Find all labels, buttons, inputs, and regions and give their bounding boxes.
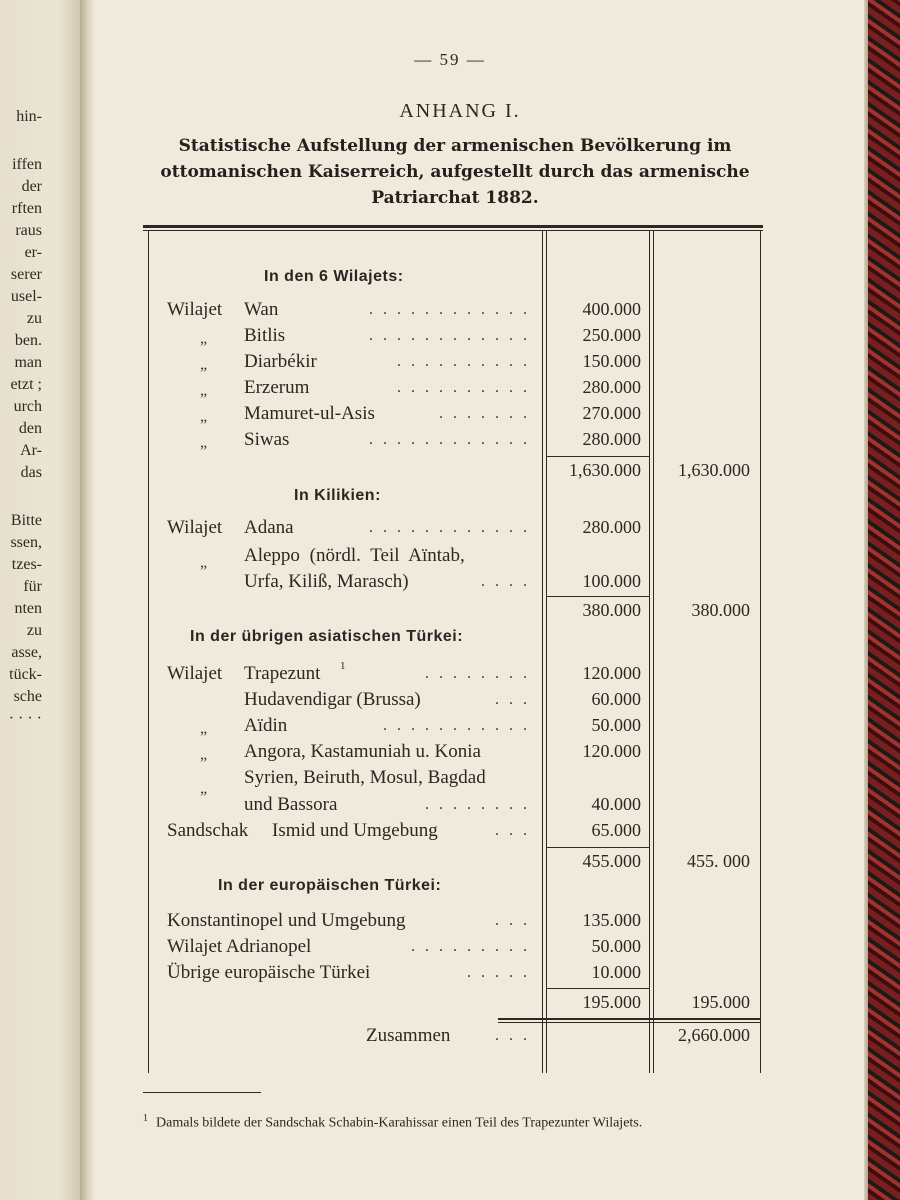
left-text-fragment: sche (13, 688, 42, 705)
left-text-fragment: zu (26, 310, 42, 327)
left-text-fragment: ssen, (10, 534, 42, 551)
row-label: Erzerum (244, 377, 310, 398)
leader-dots: . . . (495, 912, 530, 929)
table-left-border (148, 231, 149, 1073)
row-value: 270.000 (582, 403, 641, 423)
leader-dots: . . . (495, 1027, 530, 1044)
leader-dots: . . . . . . . . . . (397, 379, 530, 396)
row-label: Wilajet Adrianopel (167, 936, 312, 957)
section-title: In Kilikien: (294, 487, 381, 504)
left-text-fragment: urch (13, 398, 42, 415)
row-label: Übrige europäische Türkei (167, 962, 371, 983)
left-text-fragment: raus (15, 222, 42, 239)
left-text-fragment: tück- (9, 666, 42, 683)
page-number: — 59 — (414, 50, 486, 69)
table-top-rule (143, 225, 763, 228)
left-text-fragment: etzt ; (10, 376, 42, 393)
left-text-fragment: ben. (14, 332, 42, 349)
subtotal-rule (546, 988, 650, 989)
leader-dots: . . . . . . . . . . . . (369, 301, 530, 318)
left-text-fragment: rften (11, 200, 42, 217)
leader-dots: . . . . . . . . . . . (383, 717, 530, 734)
left-text-fragment: der (21, 178, 42, 195)
ditto-mark: „ (200, 434, 208, 451)
table-title: Statistische Aufstellung der armenischen Bevölkerung im ottomanischen Kaiserreich, aufgestellt durch das armenische Patriarchat 1882. (160, 136, 750, 208)
left-text-fragment: das (20, 464, 42, 481)
section-subtotal: 195.000 (582, 992, 641, 1012)
row-value: 100.000 (582, 571, 641, 591)
subtotal-rule (546, 596, 650, 597)
row-value: 120.000 (582, 663, 641, 683)
leader-dots: . . . . (481, 573, 530, 590)
ditto-mark: „ (200, 780, 208, 797)
row-value: 40.000 (591, 794, 641, 814)
left-text-fragment: Ar- (20, 442, 42, 459)
left-text-fragment: asse, (11, 644, 42, 661)
leader-dots: . . . . . . . . . . . . (369, 519, 530, 536)
left-text-fragment: tzes- (11, 556, 42, 573)
ditto-mark: „ (200, 356, 208, 373)
left-text-fragment: man (14, 354, 42, 371)
grand-total-label: Zusammen (366, 1025, 451, 1046)
row-value: 60.000 (591, 689, 641, 709)
left-text-fragment: Bitte (10, 512, 42, 529)
footnote-reference: 1 (340, 660, 346, 672)
section-total: 455. 000 (687, 851, 750, 871)
leader-dots: . . . . . . . (439, 405, 530, 422)
left-text-fragment: den (18, 420, 42, 437)
row-value: 280.000 (582, 377, 641, 397)
footnote (143, 1108, 768, 1135)
ditto-mark: „ (200, 382, 208, 399)
section-total: 1,630.000 (678, 460, 750, 480)
row-prefix: Sandschak (167, 820, 249, 841)
row-label: Konstantinopel und Umgebung (167, 910, 406, 931)
ditto-mark: „ (200, 408, 208, 425)
footnote-rule (143, 1092, 261, 1093)
section-title: In der übrigen asiatischen Türkei: (190, 628, 464, 645)
left-text-fragment: für (23, 578, 42, 595)
leader-dots: . . . . . . . . . (411, 938, 530, 955)
table-right-border (760, 231, 761, 1073)
section-subtotal: 380.000 (582, 600, 641, 620)
left-text-fragment: serer (10, 266, 42, 283)
left-text-fragment: usel- (10, 288, 42, 305)
row-value: 280.000 (582, 429, 641, 449)
row-value: 10.000 (591, 962, 641, 982)
row-value: 250.000 (582, 325, 641, 345)
left-text-fragment: nten (14, 600, 42, 617)
footnote-text: Damals bildete der Sandschak Schabin-Karahissar einen Teil des Trapezunter Wilajets. (156, 1115, 643, 1131)
row-value: 135.000 (582, 910, 641, 930)
row-label: Aïdin (244, 715, 288, 736)
footnote-mark: 1 (143, 1113, 148, 1124)
leader-dots: . . . . . . . . . . . . (369, 431, 530, 448)
table-top-rule-thin (143, 230, 763, 231)
section-title: In den 6 Wilajets: (264, 268, 404, 285)
row-label: Mamuret-ul-Asis (244, 403, 375, 424)
row-label: Hudavendigar (Brussa) (244, 689, 421, 710)
row-label: Adana (244, 517, 294, 538)
row-label: Siwas (244, 429, 290, 450)
row-label: Ismid und Umgebung (272, 820, 438, 841)
subtotal-rule (546, 847, 650, 848)
appendix-heading: ANHANG I. (399, 100, 521, 122)
row-value: 50.000 (591, 715, 641, 735)
row-value: 65.000 (591, 820, 641, 840)
section-title: In der europäischen Türkei: (218, 877, 442, 894)
left-text-fragment: zu (26, 622, 42, 639)
section-total: 380.000 (691, 600, 750, 620)
section-total: 195.000 (691, 992, 750, 1012)
leader-dots: . . . . . . . . . . . . (369, 327, 530, 344)
grand-total-rule (498, 1018, 760, 1020)
grand-total-value: 2,660.000 (678, 1025, 750, 1045)
row-label: Wan (244, 299, 279, 320)
column-divider (649, 231, 650, 1073)
leader-dots: . . . . . (467, 964, 530, 981)
grand-total-rule-thin (498, 1022, 760, 1023)
row-label: Diarbékir (244, 351, 317, 372)
ditto-mark: „ (200, 554, 208, 571)
left-text-fragment: iffen (12, 156, 42, 173)
row-value: 120.000 (582, 741, 641, 761)
row-prefix: Wilajet (167, 517, 223, 538)
row-label: Aleppo (nördl. Teil Aïntab, (244, 545, 465, 566)
section-subtotal: 455.000 (582, 851, 641, 871)
ditto-mark: „ (200, 746, 208, 763)
row-label: Angora, Kastamuniah u. Konia (244, 741, 481, 762)
leader-dots: . . . . . . . . (425, 796, 530, 813)
row-value: 400.000 (582, 299, 641, 319)
left-facing-page (0, 0, 82, 1200)
column-divider (653, 231, 654, 1073)
left-text-fragment: hin- (16, 108, 42, 125)
row-value: 50.000 (591, 936, 641, 956)
left-text-fragment: · · · · (8, 710, 42, 727)
leader-dots: . . . (495, 822, 530, 839)
row-prefix: Wilajet (167, 299, 223, 320)
row-label-continued: Urfa, Kiliß, Marasch) (244, 571, 409, 592)
row-value: 280.000 (582, 517, 641, 537)
row-value: 150.000 (582, 351, 641, 371)
left-text-fragment: er- (24, 244, 42, 261)
row-label: Bitlis (244, 325, 286, 346)
ditto-mark: „ (200, 330, 208, 347)
subtotal-rule (546, 456, 650, 457)
row-label: Trapezunt (244, 663, 321, 684)
row-label-continued: und Bassora (244, 794, 338, 815)
book-cover-edge (868, 0, 900, 1200)
leader-dots: . . . . . . . . (425, 665, 530, 682)
book-gutter (80, 0, 94, 1200)
section-subtotal: 1,630.000 (569, 460, 641, 480)
ditto-mark: „ (200, 720, 208, 737)
row-prefix: Wilajet (167, 663, 223, 684)
leader-dots: . . . . . . . . . . (397, 353, 530, 370)
leader-dots: . . . (495, 691, 530, 708)
row-label: Syrien, Beiruth, Mosul, Bagdad (244, 767, 486, 788)
